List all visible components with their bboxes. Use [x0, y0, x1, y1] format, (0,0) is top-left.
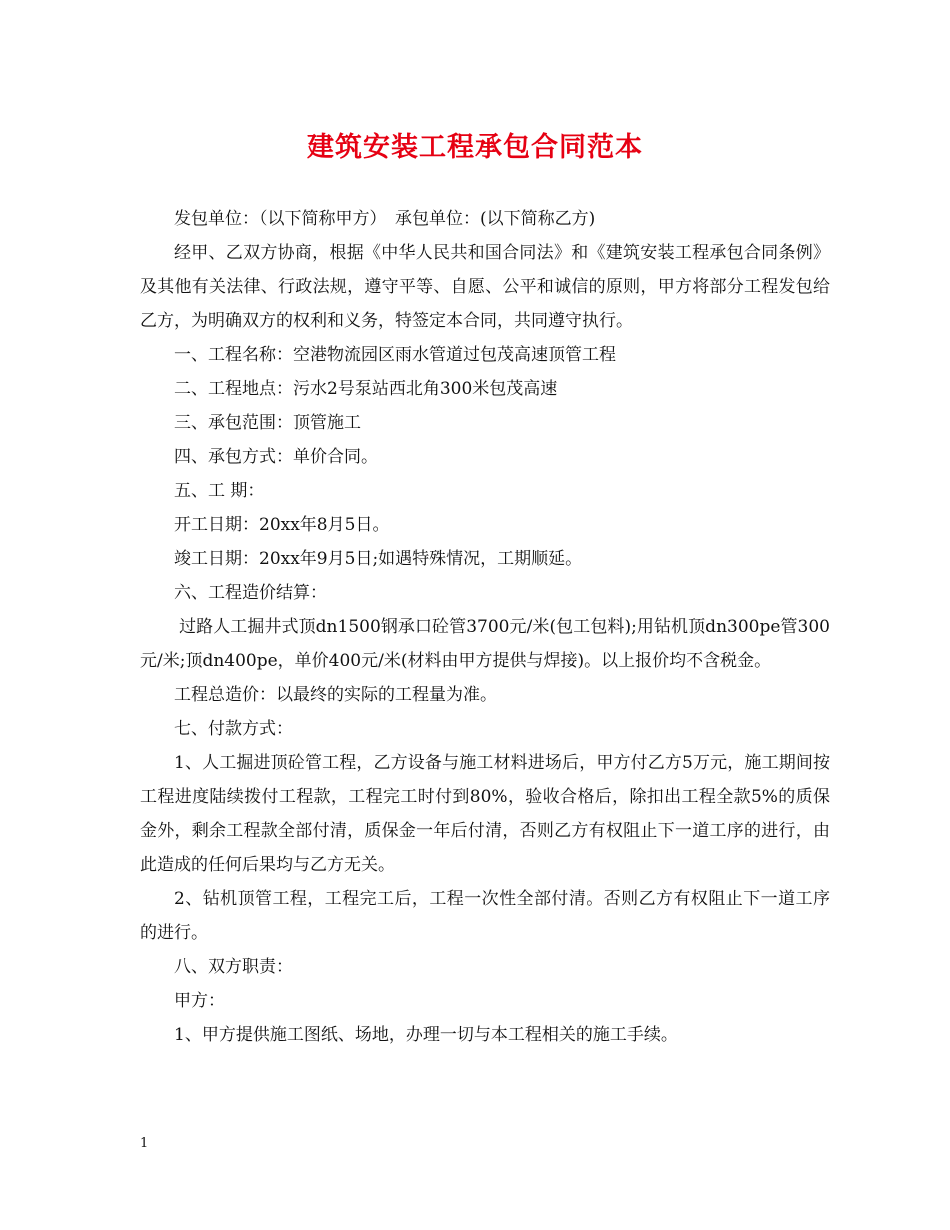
paragraph-start-date: 开工日期：20xx年8月5日。	[174, 515, 390, 535]
paragraph-schedule-heading: 五、工 期：	[174, 481, 265, 501]
paragraph-contract-type: 四、承包方式：单价合同。	[174, 447, 378, 467]
paragraph-payment-heading: 七、付款方式：	[174, 719, 293, 739]
paragraph-parties: 发包单位：（以下简称甲方） 承包单位：(以下简称乙方)	[174, 209, 596, 229]
paragraph-project-name: 一、工程名称：空港物流园区雨水管道过包茂高速顶管工程	[174, 345, 616, 365]
paragraph-project-location: 二、工程地点：污水2号泵站西北角300米包茂高速	[174, 379, 558, 399]
page-number: 1	[140, 1136, 149, 1151]
paragraph-party-a: 甲方：	[174, 991, 225, 1011]
paragraph-total-cost: 工程总造价：以最终的实际的工程量为准。	[174, 685, 497, 705]
paragraph-cost-detail: 过路人工掘井式顶dn1500钢承口砼管3700元/米(包工包料);用钻机顶dn300pe管300元/米;顶dn400pe，单价400元/米(材料由甲方提供与焊接)。以上报价均不含税金。	[140, 617, 830, 671]
paragraph-duties-heading: 八、双方职责：	[174, 957, 293, 977]
paragraph-end-date: 竣工日期：20xx年9月5日;如遇特殊情况，工期顺延。	[174, 549, 583, 569]
paragraph-preamble: 经甲、乙双方协商，根据《中华人民共和国合同法》和《建筑安装工程承包合同条例》及其他有关法律、行政法规，遵守平等、自愿、公平和诚信的原则，甲方将部分工程发包给乙方，为明确双方的权利和义务，特签定本合同，共同遵守执行。	[140, 243, 830, 331]
paragraph-party-a-duty-1: 1、甲方提供施工图纸、场地，办理一切与本工程相关的施工手续。	[174, 1025, 678, 1045]
paragraph-payment-1: 1、人工掘进顶砼管工程，乙方设备与施工材料进场后，甲方付乙方5万元，施工期间按工程进度陆续拨付工程款，工程完工时付到80%，验收合格后，除扣出工程全款5%的质保金外，剩余工程款全部付清，质保金一年后付清，否则乙方有权阻止下一道工序的进行，由此造成的任何后果均与乙方无关。	[140, 753, 830, 875]
document-body	[140, 202, 830, 1052]
paragraph-payment-2: 2、钻机顶管工程，工程完工后，工程一次性全部付清。否则乙方有权阻止下一道工序的进行。	[140, 889, 830, 943]
paragraph-scope: 三、承包范围：顶管施工	[174, 413, 361, 433]
document-title: 建筑安装工程承包合同范本	[307, 132, 643, 163]
paragraph-cost-heading: 六、工程造价结算：	[174, 583, 327, 603]
